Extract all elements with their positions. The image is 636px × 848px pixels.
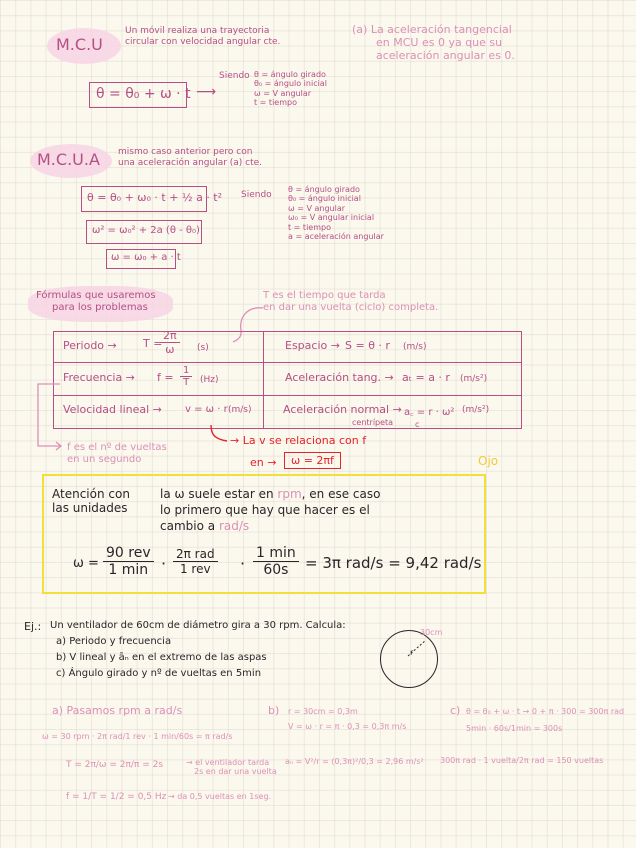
mcu-title: M.C.U: [56, 35, 103, 54]
period-unit: (s): [197, 343, 209, 353]
example-item: b) V lineal y āₙ en el extremo de las aspas: [56, 652, 267, 663]
attention-line-3: [160, 519, 249, 533]
mcu-def: ω = V angular: [254, 88, 312, 98]
table-divider: [53, 395, 522, 396]
example-item: a) Periodo y frecuencia: [56, 636, 172, 647]
fan-radius-label: 30cm: [420, 628, 443, 637]
calc-denominator: 1 min: [108, 562, 149, 578]
mcua-description: [118, 147, 262, 168]
normal-accel-unit: (m/s²): [462, 405, 490, 415]
attention-text: la ω suele estar en: [160, 487, 274, 501]
sol-c-angle: θ = θ₀ + ω · t → 0 + π · 300 = 300π rad: [466, 707, 625, 716]
velocity-formula: v = ω · r: [185, 404, 228, 415]
tangential-note-line: (a) La aceleración tangencial: [352, 23, 512, 36]
calc-numerator: 90 rev: [103, 545, 154, 562]
ojo-note: Ojo: [478, 454, 499, 468]
formulas-tag: [36, 290, 156, 314]
attention-label-line: Atención con: [52, 487, 130, 501]
frequency-fraction: [180, 365, 192, 388]
f-note-line: en un segundo: [67, 453, 142, 465]
rad-s-highlight: rad/s: [218, 519, 250, 533]
table-divider: [53, 362, 522, 363]
sol-b-velocity: V = ω · r = π · 0,3 = 0,3π m/s: [288, 722, 407, 731]
attention-label: [52, 487, 130, 515]
sol-b-title: b): [268, 704, 280, 717]
calc-fraction-2: [173, 547, 218, 576]
normal-accel-formula: a꜀ = r · ω²: [404, 407, 455, 418]
calc-omega: ω =: [73, 556, 99, 571]
period-numerator: 2π: [160, 329, 180, 343]
sol-c-title: c): [450, 704, 461, 717]
example-item: c) Ángulo girado y nº de vueltas en 5min: [56, 668, 262, 679]
mcua-formula2: ω² = ω₀² + 2a (θ - θ₀): [92, 225, 200, 236]
space-label: Espacio →: [285, 339, 340, 352]
space-unit: (m/s): [403, 342, 427, 352]
f-note: [67, 442, 167, 466]
calc-fraction-3: [253, 545, 299, 578]
mcua-desc-line: una aceleración angular (a) cte.: [118, 157, 263, 168]
frequency-formula: f =: [157, 371, 174, 384]
frequency-denominator: T: [183, 377, 190, 388]
period-fraction: [160, 329, 180, 356]
attention-label-line: las unidades: [52, 501, 128, 516]
mcua-formula1: θ = θ₀ + ω₀ · t + ½ a · t²: [87, 191, 223, 204]
mcua-desc-line: mismo caso anterior pero con: [118, 147, 253, 157]
mcu-def: θ = ángulo girado: [254, 70, 326, 79]
frequency-unit: (Hz): [200, 375, 219, 385]
mcu-formula: θ = θ₀ + ω · t: [96, 86, 191, 102]
space-formula: S = θ · r: [345, 339, 390, 352]
frequency-label: Frecuencia →: [63, 371, 135, 384]
mcua-def: a = aceleración angular: [288, 232, 384, 242]
tang-accel-label: Aceleración tang. →: [285, 371, 394, 384]
table-divider: [263, 331, 264, 429]
t-note-line: T es el tiempo que tarda: [263, 290, 386, 301]
mcua-definitions: [288, 185, 384, 242]
calc-result: = 3π rad/s = 9,42 rad/s: [305, 554, 482, 572]
relation-formula: ω = 2πf: [284, 452, 341, 469]
mcu-description: [125, 26, 280, 47]
relation-note: → La v se relaciona con f: [230, 434, 367, 447]
mcu-def: t = tiempo: [254, 98, 297, 108]
mcua-title: M.C.U.A: [37, 150, 100, 169]
mcua-def: ω₀ = V angular inicial: [288, 213, 375, 223]
f-note-bracket: [30, 382, 66, 454]
mcua-def: θ = ángulo girado: [288, 185, 360, 194]
mcua-def: t = tiempo: [288, 222, 331, 232]
calc-numerator: 2π rad: [173, 547, 218, 562]
mcu-arrow: ⟶: [196, 84, 217, 100]
tangential-note-line: en MCU es 0 ya que su: [376, 35, 503, 49]
attention-line-2: lo primero que hay que hacer es el: [160, 503, 370, 517]
sol-a-note-line: 2s en dar una vuelta: [194, 767, 277, 777]
f-note-line: f es el nº de vueltas: [67, 442, 167, 453]
attention-text: cambio a: [160, 519, 216, 533]
centripeta-note: centrípeta: [352, 418, 394, 427]
formulas-tag-line: Fórmulas que usaremos: [36, 290, 156, 301]
rpm-highlight: rpm: [277, 487, 302, 501]
formulas-tag-line: para los problemas: [52, 301, 148, 313]
period-denominator: ω: [165, 343, 175, 356]
example-statement: Un ventilador de 60cm de diámetro gira a 30 rpm. Calcula:: [50, 620, 346, 631]
relation-en: en →: [250, 456, 277, 469]
calc-denominator: 60s: [263, 562, 289, 578]
sol-a-period-note: [186, 758, 277, 777]
tangential-note-line: aceleración angular es 0.: [376, 48, 515, 62]
mcua-def: θ₀ = ángulo inicial: [288, 194, 361, 204]
mcu-desc-line: Un móvil realiza una trayectoria: [125, 26, 270, 36]
t-note-line: en dar una vuelta (ciclo) completa.: [263, 301, 439, 313]
velocity-unit: (m/s): [228, 405, 252, 415]
normal-accel-label: Aceleración normal →: [283, 403, 402, 416]
frequency-numerator: 1: [180, 365, 192, 377]
sol-a-omega: ω = 30 rpm · 2π rad/1 rev · 1 min/60s = π rad/s: [42, 732, 233, 741]
sol-c-time: 5min · 60s/1min = 300s: [466, 724, 563, 733]
attention-text: , en ese caso: [301, 487, 381, 501]
mcu-siendo: Siendo: [219, 71, 250, 81]
sol-a-frequency-note: → da 0,5 vueltas en 1seg.: [168, 792, 272, 801]
tang-accel-unit: (m/s²): [460, 374, 488, 384]
period-label: Periodo →: [63, 339, 117, 352]
sol-c-turns: 300π rad · 1 vuelta/2π rad = 150 vueltas: [440, 756, 604, 765]
calc-dot: ·: [240, 554, 246, 573]
tangential-note: [352, 24, 515, 63]
relation-arrow: [205, 425, 233, 447]
mcu-def: θ₀ = ángulo inicial: [254, 79, 327, 89]
attention-line-1: [160, 487, 380, 501]
sol-a-period: T = 2π/ω = 2π/π = 2s: [66, 760, 164, 770]
t-note: [263, 290, 438, 314]
sol-b-accel: aₙ = V²/r = (0,3π)²/0,3 = 2,96 m/s²: [285, 757, 424, 766]
mcua-formula3: ω = ω₀ + a · t: [111, 252, 181, 263]
sol-a-title: a) Pasamos rpm a rad/s: [52, 704, 183, 717]
sol-b-radius: r = 30cm = 0,3m: [288, 707, 358, 716]
velocity-label: Velocidad lineal →: [63, 403, 162, 416]
fan-r-label: r: [410, 648, 414, 657]
calc-fraction-1: [103, 545, 154, 578]
calc-dot: ·: [161, 554, 167, 573]
tang-accel-formula: aₜ = a · r: [402, 371, 450, 384]
mcu-desc-line: circular con velocidad angular cte.: [125, 36, 281, 47]
calc-numerator: 1 min: [253, 545, 299, 562]
sol-a-note-line: → el ventilador tarda: [186, 758, 270, 767]
calc-denominator: 1 rev: [179, 562, 211, 576]
period-formula: T =: [143, 337, 163, 350]
c-subscript-note: c: [415, 420, 420, 429]
example-label: Ej.:: [24, 620, 42, 633]
mcua-siendo: Siendo: [241, 190, 272, 200]
sol-a-frequency: f = 1/T = 1/2 = 0,5 Hz: [66, 792, 167, 802]
mcu-definitions: [254, 70, 327, 108]
mcua-def: ω = V angular: [288, 203, 346, 213]
